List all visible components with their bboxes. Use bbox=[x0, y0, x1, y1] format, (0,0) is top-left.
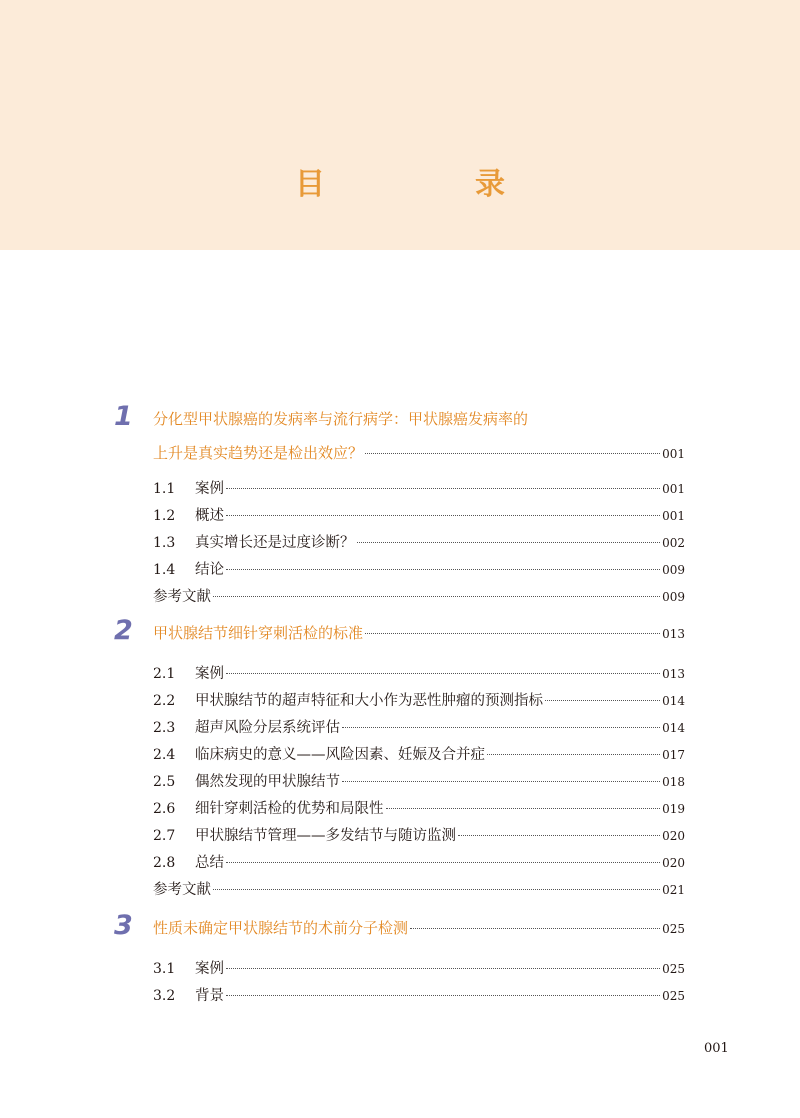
chapter-2-title: 甲状腺结节细针穿刺活检的标准 bbox=[153, 624, 364, 642]
dot-leader bbox=[213, 889, 660, 890]
dot-leader bbox=[386, 808, 661, 809]
page-number: 009 bbox=[662, 563, 685, 577]
section-number: 2.2 bbox=[153, 693, 176, 709]
toc-entry-2-2[interactable] bbox=[153, 690, 685, 712]
page-number: 025 bbox=[662, 962, 685, 976]
section-title: 超声风险分层系统评估 bbox=[195, 720, 340, 736]
section-title: 总结 bbox=[195, 855, 224, 871]
section-title: 案例 bbox=[195, 961, 224, 977]
chapter-number-3: 3 bbox=[114, 910, 133, 941]
page-number: 009 bbox=[662, 590, 685, 604]
dot-leader bbox=[357, 542, 661, 543]
page-title: 目 录 bbox=[295, 167, 565, 202]
page-number: 014 bbox=[662, 721, 685, 735]
section-number: 2.1 bbox=[153, 666, 176, 682]
toc-references-1[interactable] bbox=[153, 586, 685, 608]
section-title: 案例 bbox=[195, 666, 224, 682]
page-number: 013 bbox=[662, 627, 685, 641]
page-folio: 001 bbox=[704, 1041, 729, 1056]
dot-leader bbox=[226, 673, 660, 674]
section-title: 背景 bbox=[195, 988, 224, 1004]
page-number: 018 bbox=[662, 775, 685, 789]
toc-entry-1-1[interactable] bbox=[153, 478, 685, 500]
section-title: 结论 bbox=[195, 562, 224, 578]
dot-leader bbox=[365, 453, 660, 454]
chapter-1-title-line2: 上升是真实趋势还是检出效应？ bbox=[153, 444, 364, 462]
section-title: 偶然发现的甲状腺结节 bbox=[195, 774, 340, 790]
toc-chapter-1-entry[interactable] bbox=[153, 442, 685, 464]
toc-references-2[interactable] bbox=[153, 879, 685, 901]
page-number: 020 bbox=[662, 829, 685, 843]
dot-leader bbox=[342, 781, 660, 782]
section-number: 3.1 bbox=[153, 961, 176, 977]
dot-leader bbox=[213, 596, 660, 597]
page-number: 001 bbox=[662, 509, 685, 523]
section-title: 甲状腺结节的超声特征和大小作为恶性肿瘤的预测指标 bbox=[195, 693, 543, 709]
toc-entry-3-2[interactable] bbox=[153, 985, 685, 1007]
dot-leader bbox=[342, 727, 660, 728]
toc-entry-1-2[interactable] bbox=[153, 505, 685, 527]
page-number: 001 bbox=[662, 482, 685, 496]
toc-entry-2-7[interactable] bbox=[153, 825, 685, 847]
toc-entry-2-3[interactable] bbox=[153, 717, 685, 739]
toc-entry-2-1[interactable] bbox=[153, 663, 685, 685]
dot-leader bbox=[487, 754, 660, 755]
chapter-1-title-line1[interactable]: 分化型甲状腺癌的发病率与流行病学：甲状腺癌发病率的 bbox=[153, 410, 529, 428]
dot-leader bbox=[226, 488, 660, 489]
page-number: 025 bbox=[662, 922, 685, 936]
references-title: 参考文献 bbox=[153, 589, 211, 605]
dot-leader bbox=[226, 569, 660, 570]
toc-chapter-2-entry[interactable] bbox=[153, 622, 685, 644]
dot-leader bbox=[410, 928, 660, 929]
section-title: 临床病史的意义——风险因素、妊娠及合并症 bbox=[195, 747, 485, 763]
section-number: 2.3 bbox=[153, 720, 176, 736]
section-number: 1.2 bbox=[153, 508, 176, 524]
section-number: 2.6 bbox=[153, 801, 176, 817]
page-number: 014 bbox=[662, 694, 685, 708]
page-number: 002 bbox=[662, 536, 685, 550]
section-title: 真实增长还是过度诊断？ bbox=[195, 535, 355, 551]
page-number: 020 bbox=[662, 856, 685, 870]
page-number: 001 bbox=[662, 447, 685, 461]
dot-leader bbox=[545, 700, 660, 701]
section-number: 1.3 bbox=[153, 535, 176, 551]
section-number: 3.2 bbox=[153, 988, 176, 1004]
section-number: 1.4 bbox=[153, 562, 176, 578]
page-number: 013 bbox=[662, 667, 685, 681]
toc-entry-1-3[interactable] bbox=[153, 532, 685, 554]
section-number: 2.8 bbox=[153, 855, 176, 871]
dot-leader bbox=[226, 968, 660, 969]
chapter-number-1: 1 bbox=[114, 401, 133, 432]
section-title: 细针穿刺活检的优势和局限性 bbox=[195, 801, 384, 817]
dot-leader bbox=[226, 862, 660, 863]
dot-leader bbox=[226, 515, 660, 516]
toc-entry-2-4[interactable] bbox=[153, 744, 685, 766]
page-number: 025 bbox=[662, 989, 685, 1003]
chapter-number-2: 2 bbox=[114, 615, 133, 646]
section-number: 2.4 bbox=[153, 747, 176, 763]
dot-leader bbox=[226, 995, 660, 996]
section-number: 2.5 bbox=[153, 774, 176, 790]
section-title: 概述 bbox=[195, 508, 224, 524]
section-number: 1.1 bbox=[153, 481, 176, 497]
section-title: 案例 bbox=[195, 481, 224, 497]
toc-entry-2-8[interactable] bbox=[153, 852, 685, 874]
toc-entry-1-4[interactable] bbox=[153, 559, 685, 581]
toc-entry-3-1[interactable] bbox=[153, 958, 685, 980]
references-title: 参考文献 bbox=[153, 882, 211, 898]
page-number: 021 bbox=[662, 883, 685, 897]
toc-entry-2-6[interactable] bbox=[153, 798, 685, 820]
dot-leader bbox=[458, 835, 660, 836]
section-number: 2.7 bbox=[153, 828, 176, 844]
toc-chapter-3-entry[interactable] bbox=[153, 917, 685, 939]
page-number: 019 bbox=[662, 802, 685, 816]
dot-leader bbox=[365, 633, 660, 634]
chapter-3-title: 性质未确定甲状腺结节的术前分子检测 bbox=[153, 919, 409, 937]
toc-entry-2-5[interactable] bbox=[153, 771, 685, 793]
page-number: 017 bbox=[662, 748, 685, 762]
section-title: 甲状腺结节管理——多发结节与随访监测 bbox=[195, 828, 456, 844]
